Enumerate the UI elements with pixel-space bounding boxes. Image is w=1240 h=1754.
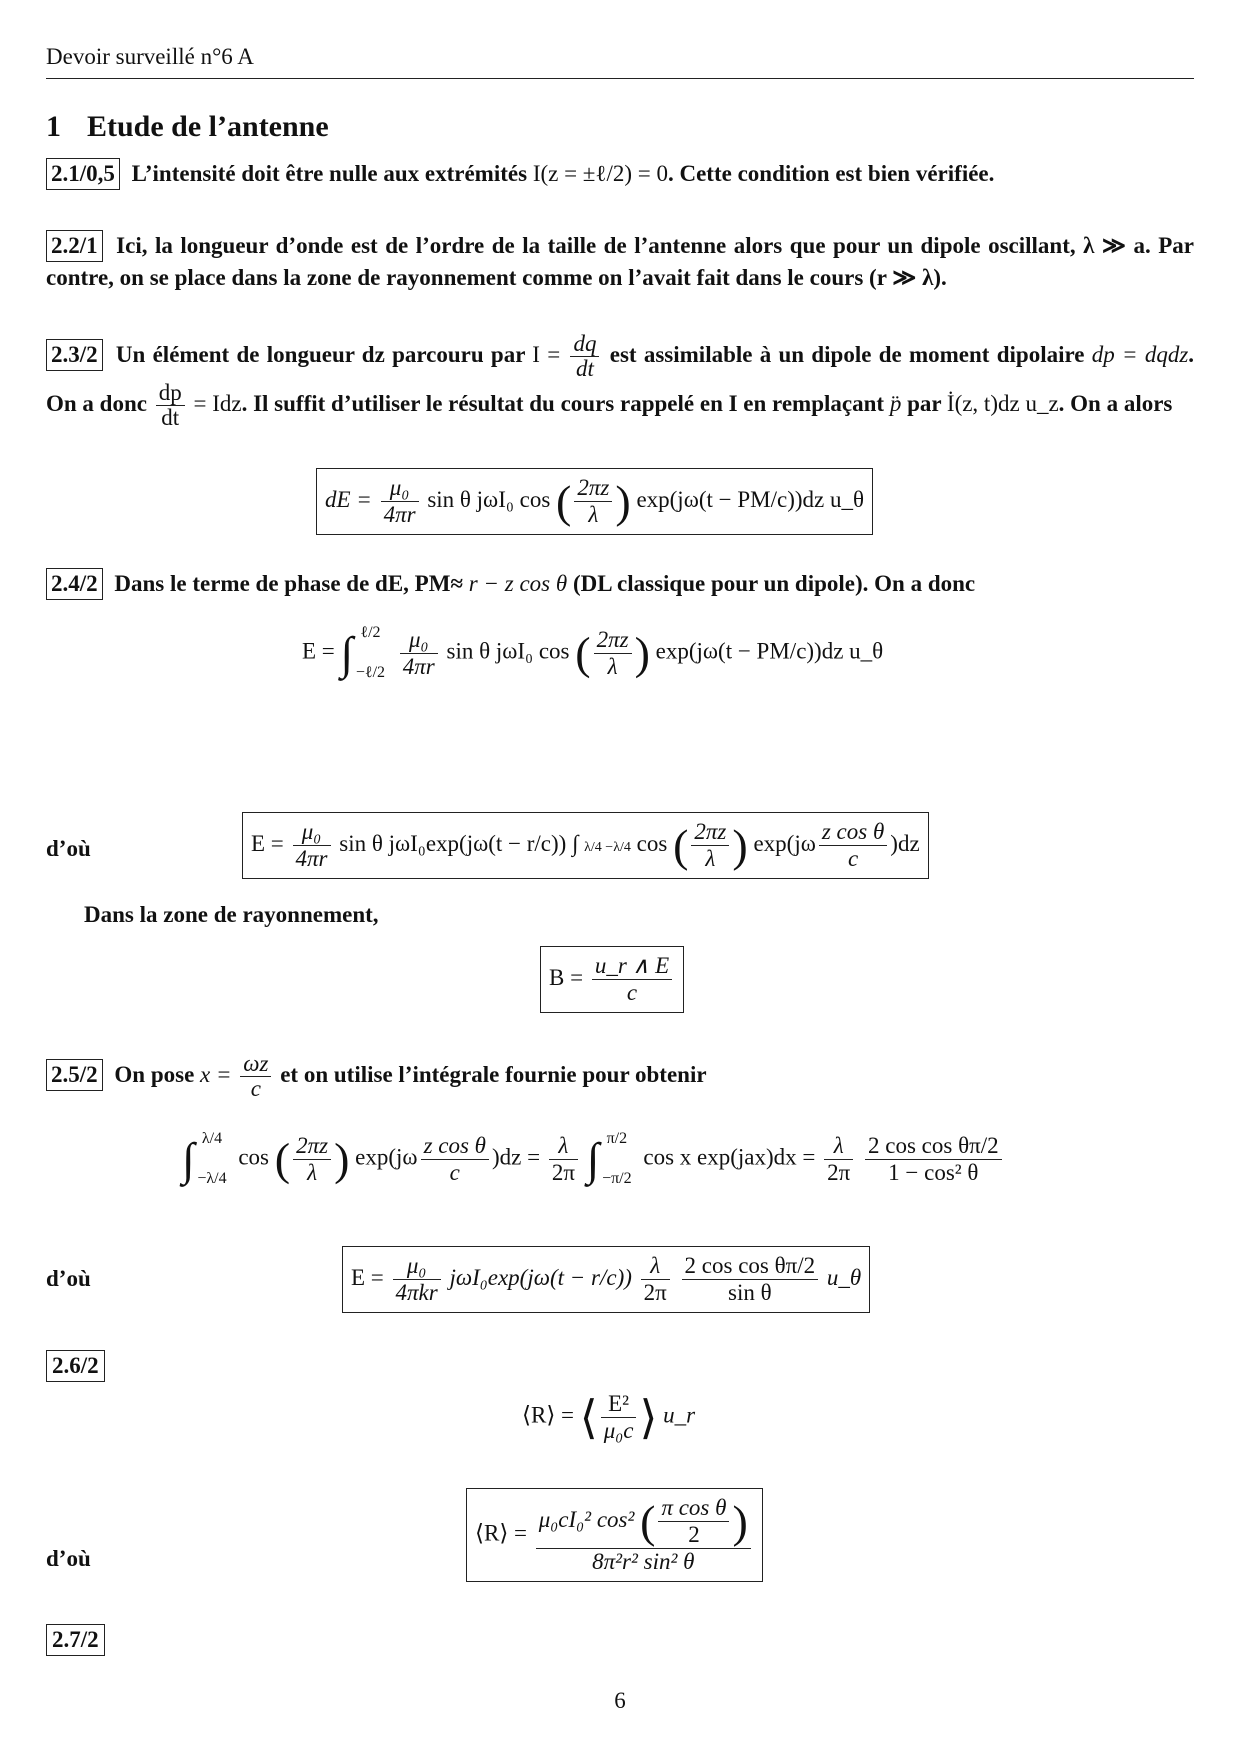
integral-sign: ∫ <box>182 1133 195 1185</box>
math-inline: dp = dqdz <box>1091 342 1189 367</box>
right-paren: ) <box>334 1133 350 1185</box>
numerator: 2πz <box>594 627 632 654</box>
denominator: 2π <box>643 1280 667 1305</box>
question-tag: 2.5/2 <box>46 1059 103 1091</box>
eq-term: )dz <box>890 830 920 856</box>
fraction <box>658 1495 729 1548</box>
fraction <box>570 332 599 381</box>
denominator: c <box>250 1076 261 1102</box>
integral-limits <box>353 624 388 682</box>
fraction <box>592 953 672 1006</box>
fraction <box>824 1133 853 1186</box>
left-paren: ( <box>673 820 689 871</box>
eq-term: exp(jω(t − PM/c))dz u_θ <box>636 486 864 512</box>
page-number: 6 <box>614 1688 626 1713</box>
fraction <box>691 819 729 872</box>
fraction <box>293 1133 331 1186</box>
eq-lhs: E = <box>251 830 284 856</box>
lower-limit: −π/2 <box>602 1170 632 1187</box>
answer-text: Dans le terme de phase de dE, PM≈ <box>114 571 464 596</box>
eq-term: jωI₀exp(jω(t − r/c)) <box>449 1264 632 1290</box>
fraction <box>400 627 438 680</box>
dou-label: d’où <box>46 1266 91 1291</box>
answer-text: Ici, la longueur d’onde est de l’ordre de la taille de l’antenne alors que pour un dipole oscillant, λ ≫ a. Par contre, on se place dans la zone de rayonnement comme on l’avait fait dans le cours (r ≫ λ). <box>46 233 1195 290</box>
answer-text: . On a donc <box>46 342 1195 417</box>
denominator: μ₀c <box>603 1417 634 1443</box>
equation-E-integral <box>302 624 883 682</box>
question-tag-2-6: 2.6/2 <box>46 1350 105 1382</box>
answer-text: . Cette condition est bien vérifiée. <box>667 161 995 186</box>
equation-E-final <box>342 1246 870 1313</box>
integral-sign: ∫ <box>586 1133 600 1185</box>
answer-text: est assimilable à un dipole de moment dipolaire <box>609 342 1085 367</box>
eq-term: u_r <box>663 1402 696 1428</box>
denominator: λ <box>705 846 716 871</box>
math-inline: x = <box>200 1062 232 1087</box>
fraction <box>421 1133 489 1186</box>
equation-E-boxed <box>242 812 929 879</box>
upper-limit: λ/4 <box>201 1130 223 1147</box>
answer-text: (DL classique pour un dipole). On a donc <box>572 571 976 596</box>
fraction <box>381 475 419 528</box>
eq-lhs: E = <box>351 1264 384 1290</box>
upper-limit: π/2 <box>606 1130 628 1147</box>
math-inline: = Idz <box>193 391 242 417</box>
eq-term: cos x exp(jax)dx = <box>643 1144 816 1170</box>
integral-limits <box>194 1130 229 1188</box>
eq-term: cos <box>238 1144 270 1170</box>
fraction <box>293 819 331 872</box>
denominator: c <box>626 980 638 1005</box>
numerator: ωz <box>240 1052 271 1077</box>
right-paren: ) <box>732 820 748 871</box>
numerator: π cos θ <box>658 1495 729 1522</box>
fraction <box>641 1253 670 1306</box>
fraction <box>594 627 632 680</box>
denominator: dt <box>576 356 594 382</box>
eq-lhs: ⟨R⟩ = <box>522 1402 575 1428</box>
eq-lhs: ⟨R⟩ = <box>475 1520 528 1546</box>
answer-text: On pose <box>114 1062 195 1087</box>
denominator: λ <box>588 502 599 527</box>
fraction <box>819 819 887 872</box>
numerator: dp <box>156 381 185 406</box>
eq-lhs: dE = <box>325 486 372 512</box>
numerator: μ₀ <box>381 475 419 502</box>
math-inline: r − z cos θ <box>468 571 568 596</box>
numerator: 2πz <box>574 475 612 502</box>
denominator: 4πr <box>295 846 328 871</box>
denominator: 4πkr <box>395 1280 438 1305</box>
numerator: μ₀ <box>293 819 331 846</box>
integral-sign: ∫ <box>340 627 354 679</box>
numerator-term: μ₀cI₀² cos² <box>538 1506 635 1532</box>
numerator: z cos θ <box>819 819 887 846</box>
equation-poynting <box>522 1390 695 1444</box>
numerator: λ <box>641 1253 670 1280</box>
question-2-1 <box>46 158 1194 190</box>
answer-text: . On a alors <box>1058 391 1173 417</box>
answer-text: L’intensité doit être nulle aux extrémités <box>131 161 528 186</box>
question-2-3 <box>46 332 1194 430</box>
fraction <box>393 1253 441 1306</box>
fraction <box>574 475 612 528</box>
section-title-text: Etude de l’antenne <box>87 110 329 143</box>
eq-term: exp(jω(t − PM/c))dz u_θ <box>655 638 884 664</box>
denominator: 2 <box>688 1522 700 1547</box>
numerator: E² <box>601 1391 637 1418</box>
eq-term: sin θ jωI₀ cos <box>446 638 570 664</box>
numerator: λ <box>824 1133 853 1160</box>
numerator <box>536 1495 751 1549</box>
eq-term: u_θ <box>826 1264 862 1290</box>
numerator: λ <box>549 1133 578 1160</box>
lower-limit: −λ/4 <box>197 1170 227 1187</box>
fraction <box>865 1133 1002 1186</box>
question-2-5 <box>46 1052 1194 1101</box>
equation-R-mean <box>466 1488 763 1582</box>
numerator: z cos θ <box>421 1133 489 1160</box>
equation-dE <box>316 468 873 535</box>
lower-limit: −ℓ/2 <box>355 664 386 681</box>
numerator: μ₀ <box>393 1253 441 1280</box>
denominator: 8π²r² sin² θ <box>592 1549 695 1574</box>
math-inline: İ(z, t)dz u_z <box>946 391 1059 417</box>
right-paren: ) <box>634 627 650 679</box>
denominator: λ <box>307 1159 318 1185</box>
eq-term: sin θ jωI₀exp(jω(t − r/c)) ∫ <box>339 830 579 856</box>
numerator: dq <box>570 332 599 357</box>
fraction <box>156 381 185 430</box>
fraction <box>536 1495 751 1575</box>
running-header: Devoir surveillé n°6 A <box>46 44 1194 79</box>
question-tag: 2.3/2 <box>46 339 103 371</box>
denominator: c <box>847 846 859 871</box>
right-paren: ) <box>615 476 631 527</box>
left-paren: ( <box>575 627 591 679</box>
denominator: 4πr <box>383 502 416 527</box>
answer-text: et on utilise l’intégrale fournie pour obtenir <box>280 1062 707 1087</box>
math-inline: p̈ <box>889 391 902 417</box>
answer-text: Un élément de longueur dz parcouru par <box>115 342 526 367</box>
fraction <box>682 1253 819 1306</box>
left-angle: ⟨ <box>579 1392 598 1443</box>
math-inline: I(z = ±ℓ/2) = 0 <box>532 161 668 186</box>
denominator: dt <box>161 405 180 431</box>
numerator: u_r ∧ E <box>592 953 672 980</box>
denominator: 1 − cos² θ <box>888 1159 979 1185</box>
denominator: sin θ <box>728 1280 772 1305</box>
numerator: 2 cos cos θπ/2 <box>865 1133 1002 1160</box>
fraction <box>240 1052 271 1101</box>
denominator: 4πr <box>402 653 435 679</box>
equation-B <box>540 946 684 1013</box>
right-paren: ) <box>732 1496 748 1547</box>
denominator: 2π <box>827 1159 851 1185</box>
question-tag: 2.1/0,5 <box>46 158 120 190</box>
numerator: 2πz <box>691 819 729 846</box>
left-paren: ( <box>556 476 572 527</box>
equation-integral-result <box>182 1130 1005 1188</box>
eq-term: exp(jω <box>355 1144 418 1170</box>
dou-label: d’où <box>46 836 91 861</box>
answer-text: . Il suffit d’utiliser le résultat du cours rappelé en I en remplaçant <box>241 391 885 417</box>
eq-lhs: B = <box>549 964 584 990</box>
right-angle: ⟩ <box>639 1392 658 1443</box>
eq-term: exp(jω <box>753 830 816 856</box>
question-tag: 2.4/2 <box>46 568 103 600</box>
numerator: 2 cos cos θπ/2 <box>682 1253 819 1280</box>
question-2-4 <box>46 568 1194 600</box>
question-tag-2-7: 2.7/2 <box>46 1624 105 1656</box>
left-paren: ( <box>640 1496 656 1547</box>
eq-lhs: E = <box>302 638 335 664</box>
left-paren: ( <box>274 1133 291 1185</box>
numerator: 2πz <box>293 1133 331 1160</box>
denominator: c <box>449 1159 460 1185</box>
zone-text: Dans la zone de rayonnement, <box>84 902 379 927</box>
numerator: μ₀ <box>400 627 438 654</box>
denominator: 2π <box>551 1159 575 1185</box>
answer-text: par <box>907 391 942 417</box>
eq-term: sin θ jωI₀ cos <box>427 486 551 512</box>
question-2-2 <box>46 230 1194 294</box>
eq-term: )dz = <box>491 1144 541 1170</box>
fraction <box>601 1391 637 1444</box>
dou-label: d’où <box>46 1546 91 1571</box>
fraction <box>549 1133 578 1186</box>
question-tag: 2.2/1 <box>46 230 103 262</box>
section-title <box>46 110 329 144</box>
integral-limits <box>599 1130 635 1188</box>
integral-limits: λ/4 −λ/4 <box>584 839 631 855</box>
section-number: 1 <box>46 110 61 143</box>
eq-term: cos <box>636 830 668 856</box>
denominator: λ <box>607 653 618 679</box>
math-inline: I = <box>532 342 561 367</box>
upper-limit: ℓ/2 <box>360 624 381 641</box>
